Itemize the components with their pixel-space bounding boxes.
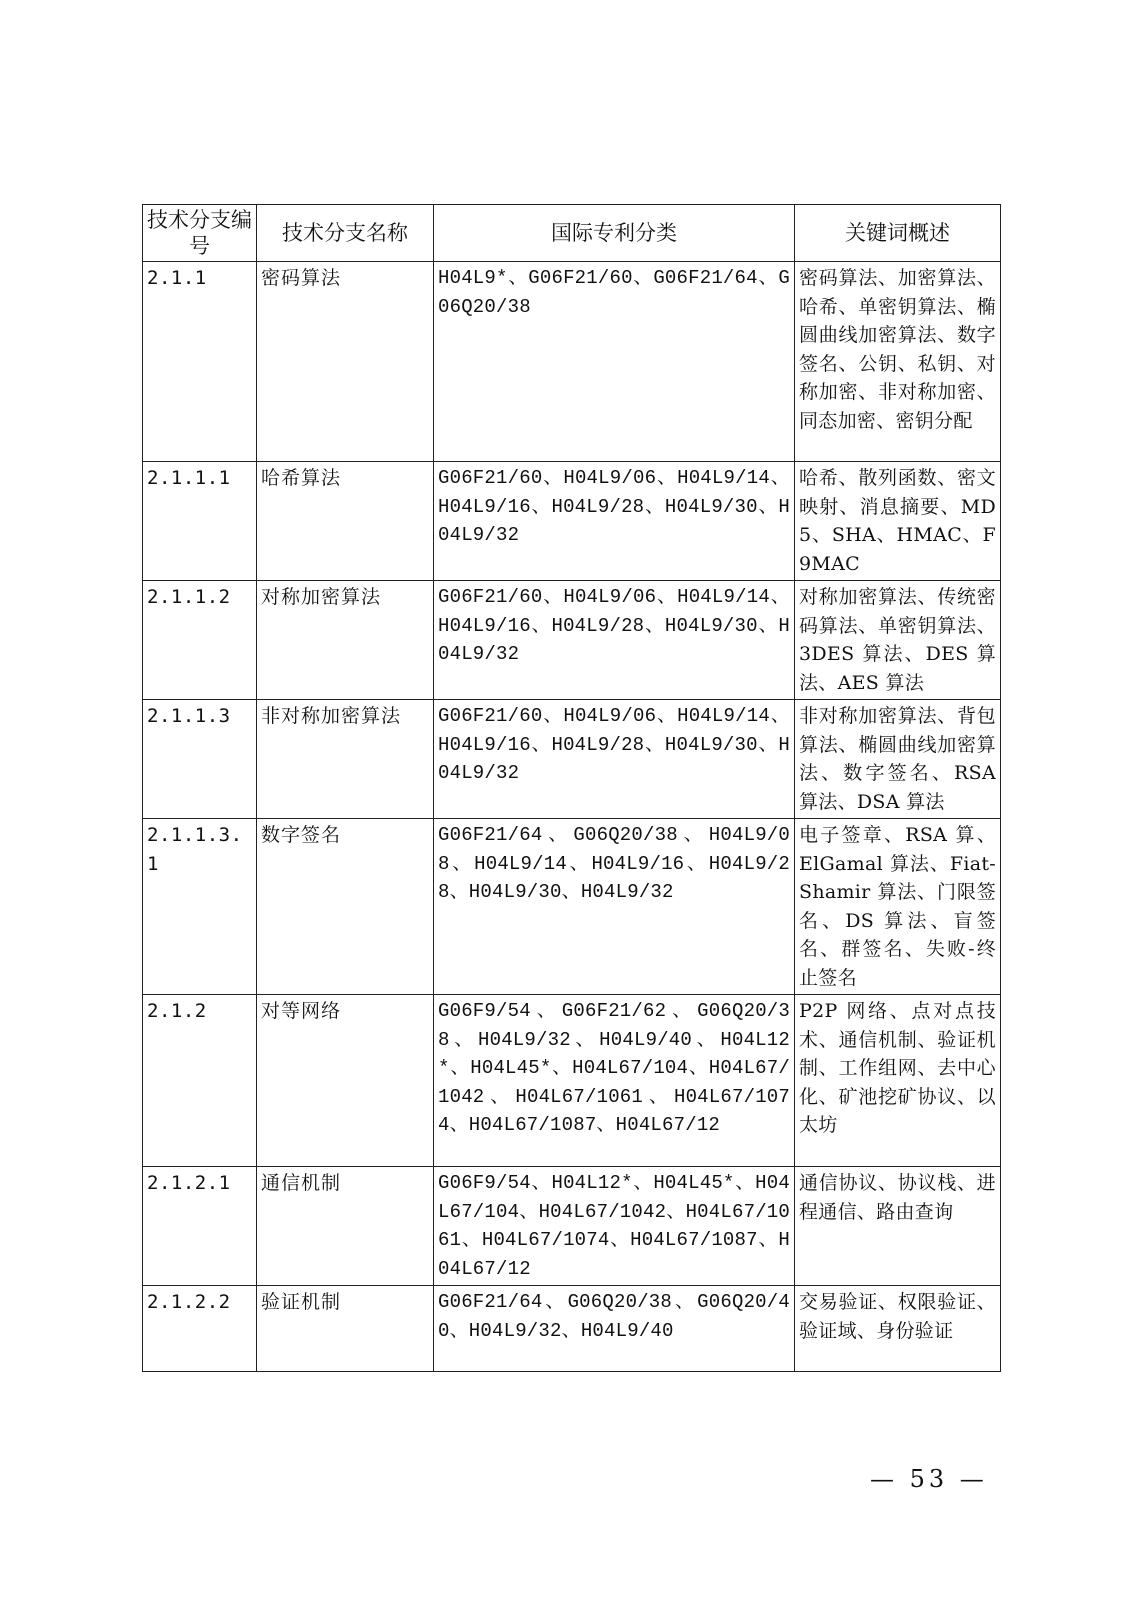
cell-code: 2.1.1.1 [143, 462, 257, 581]
cell-ipc: G06F21/64、G06Q20/38、H04L9/08、H04L9/14、H04L9/16、H04L9/28、H04L9/30、H04L9/32 [434, 819, 795, 995]
cell-keywords: P2P 网络、点对点技术、通信机制、验证机制、工作组网、去中心化、矿池挖矿协议、以太坊 [795, 995, 1001, 1167]
cell-keywords: 交易验证、权限验证、验证域、身份验证 [795, 1286, 1001, 1372]
tech-branch-table [142, 204, 1001, 1372]
cell-keywords: 非对称加密算法、背包算法、椭圆曲线加密算法、数字签名、RSA 算法、DSA 算法 [795, 700, 1001, 819]
table-row [143, 819, 1001, 995]
cell-ipc: H04L9*、G06F21/60、G06F21/64、G06Q20/38 [434, 262, 795, 462]
cell-keywords: 电子签章、RSA 算、ElGamal 算法、Fiat-Shamir 算法、门限签名、DS 算法、盲签名、群签名、失败-终止签名 [795, 819, 1001, 995]
cell-ipc: G06F21/64、G06Q20/38、G06Q20/40、H04L9/32、H04L9/40 [434, 1286, 795, 1372]
cell-code: 2.1.1.3 [143, 700, 257, 819]
header-keywords: 关键词概述 [795, 205, 1001, 262]
cell-code: 2.1.2.2 [143, 1286, 257, 1372]
header-ipc: 国际专利分类 [434, 205, 795, 262]
cell-code: 2.1.1 [143, 262, 257, 462]
cell-keywords: 哈希、散列函数、密文映射、消息摘要、MD5、SHA、HMAC、F9MAC [795, 462, 1001, 581]
cell-code: 2.1.1.2 [143, 581, 257, 700]
table-row [143, 581, 1001, 700]
cell-ipc: G06F21/60、H04L9/06、H04L9/14、H04L9/16、H04L9/28、H04L9/30、H04L9/32 [434, 700, 795, 819]
cell-ipc: G06F21/60、H04L9/06、H04L9/14、H04L9/16、H04L9/28、H04L9/30、H04L9/32 [434, 581, 795, 700]
table-row [143, 262, 1001, 462]
cell-name: 哈希算法 [257, 462, 434, 581]
header-code: 技术分支编号 [143, 205, 257, 262]
cell-keywords: 通信协议、协议栈、进程通信、路由查询 [795, 1167, 1001, 1286]
cell-keywords: 对称加密算法、传统密码算法、单密钥算法、3DES 算法、DES 算法、AES 算法 [795, 581, 1001, 700]
cell-name: 通信机制 [257, 1167, 434, 1286]
cell-name: 对等网络 [257, 995, 434, 1167]
table-row [143, 1286, 1001, 1372]
cell-ipc: G06F9/54、G06F21/62、G06Q20/38、H04L9/32、H04L9/40、H04L12*、H04L45*、H04L67/104、H04L67/1042、H04L67/1061、H04L67/1074、H04L67/1087、H04L67/12 [434, 995, 795, 1167]
cell-code: 2.1.1.3.1 [143, 819, 257, 995]
cell-code: 2.1.2.1 [143, 1167, 257, 1286]
table-row [143, 1167, 1001, 1286]
cell-name: 对称加密算法 [257, 581, 434, 700]
table-row [143, 462, 1001, 581]
cell-ipc: G06F9/54、H04L12*、H04L45*、H04L67/104、H04L67/1042、H04L67/1061、H04L67/1074、H04L67/1087、H04L67/12 [434, 1167, 795, 1286]
cell-name: 验证机制 [257, 1286, 434, 1372]
header-name: 技术分支名称 [257, 205, 434, 262]
table-row [143, 700, 1001, 819]
page-number: — 53 — [870, 1465, 988, 1493]
table-header-row [143, 205, 1001, 262]
cell-code: 2.1.2 [143, 995, 257, 1167]
cell-ipc: G06F21/60、H04L9/06、H04L9/14、H04L9/16、H04L9/28、H04L9/30、H04L9/32 [434, 462, 795, 581]
cell-name: 数字签名 [257, 819, 434, 995]
cell-keywords: 密码算法、加密算法、哈希、单密钥算法、椭圆曲线加密算法、数字签名、公钥、私钥、对称加密、非对称加密、同态加密、密钥分配 [795, 262, 1001, 462]
table-row [143, 995, 1001, 1167]
cell-name: 非对称加密算法 [257, 700, 434, 819]
cell-name: 密码算法 [257, 262, 434, 462]
